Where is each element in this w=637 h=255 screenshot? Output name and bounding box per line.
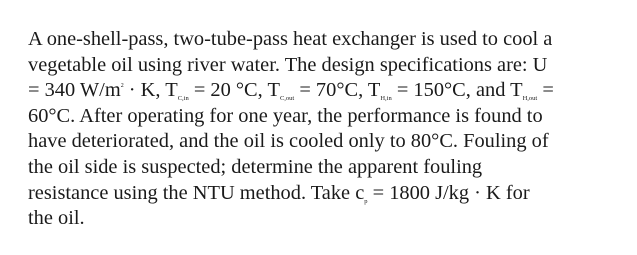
problem-line-7-text: resistance using the NTU method. Take c (28, 181, 365, 204)
problem-line-1: A one-shell-pass, two-tube-pass heat exchanger is used to cool a (28, 28, 553, 50)
specific-heat-subscript: p (364, 197, 368, 205)
problem-line-2: vegetable oil using river water. The design specifications are: U (28, 53, 548, 76)
problem-line-8: the oil. (28, 207, 85, 230)
problem-line-4: 60°C. After operating for one year, the performance is found to (28, 104, 543, 127)
problem-line-7 (28, 181, 618, 207)
problem-line-5: have deteriorated, and the oil is cooled only to 80°C. Fouling of (28, 130, 549, 153)
problem-line-6: the oil side is suspected; determine the apparent fouling (28, 155, 483, 178)
hot-inlet-subscript: H,in (380, 95, 392, 103)
units-superscript: 2 (120, 83, 124, 90)
problem-line-7-text: = 1800 J/kg · K for (367, 181, 530, 204)
problem-line-3-text: · K, T (123, 79, 178, 102)
hot-outlet-subscript: H,out (522, 95, 538, 103)
problem-line-3-text: = 20 °C, T (188, 79, 280, 102)
problem-line-3-text: = 150°C, and T (391, 79, 523, 102)
problem-line-3-text: = 340 W/m (28, 79, 121, 102)
problem-line-3-text: = 70°C, T (294, 79, 381, 102)
problem-line-3 (28, 78, 618, 104)
cold-outlet-subscript: C,out (279, 95, 295, 103)
problem-statement (28, 27, 618, 232)
cold-inlet-subscript: C,in (177, 95, 189, 103)
problem-line-3-text: = (537, 79, 554, 102)
